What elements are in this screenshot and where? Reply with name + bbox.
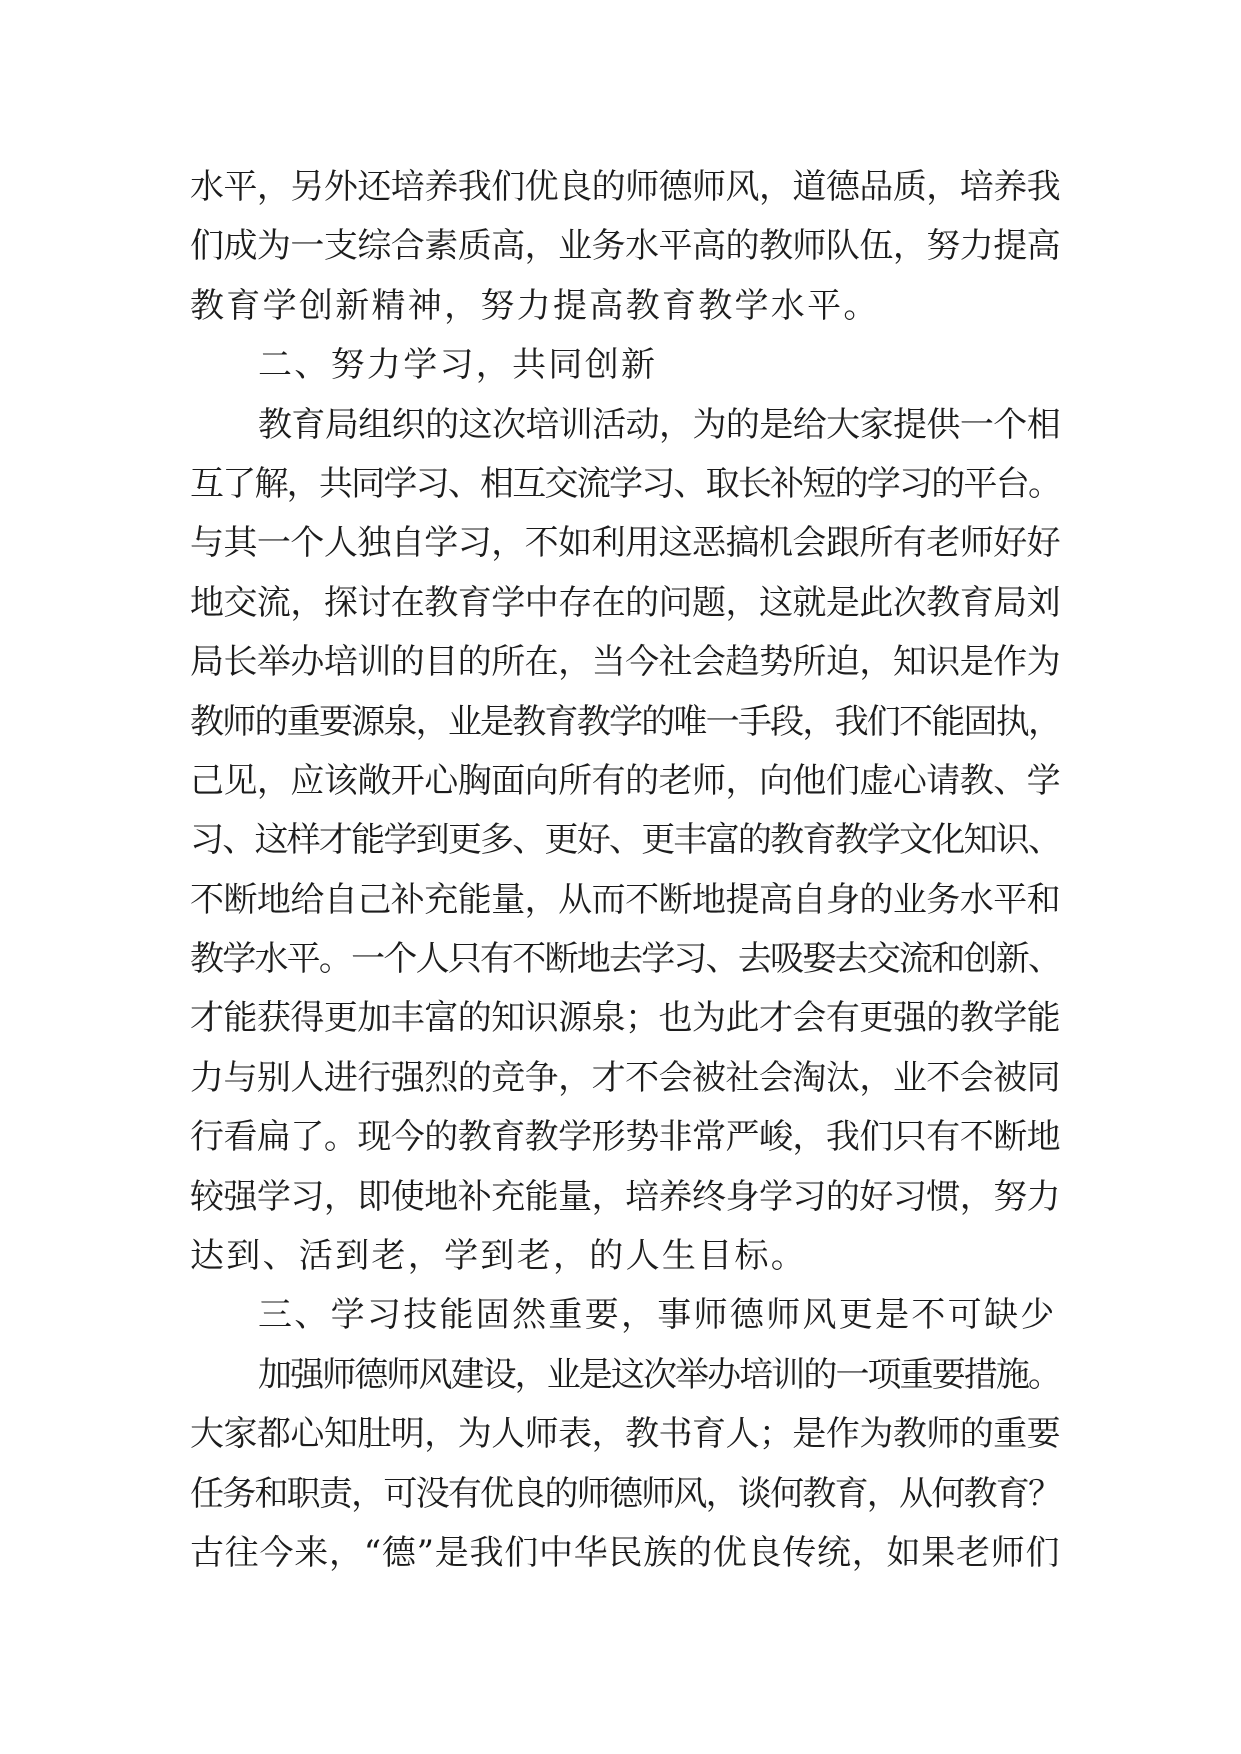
document-body-text (190, 158, 1060, 1583)
text-line: 地交流，探讨在教育学中存在的问题，这就是此次教育局刘 (190, 582, 1060, 623)
text-line: 任务和职责，可没有优良的师德师风，谈何教育，从何教育？ (190, 1473, 1060, 1514)
text-line: 己见，应该敞开心胸面向所有的老师，向他们虚心请教、学 (190, 760, 1060, 801)
text-line: 们成为一支综合素质高，业务水平高的教师队伍，努力提高 (190, 226, 1060, 267)
text-line: 力与别人进行强烈的竞争，才不会被社会淘汰，业不会被同 (190, 1057, 1060, 1098)
paragraph-first-line: 加强师德师风建设，业是这次举办培训的一项重要措施。 (258, 1354, 1060, 1395)
text-line: 与其一个人独自学习，不如利用这恶搞机会跟所有老师好好 (190, 523, 1060, 564)
text-line: 大家都心知肚明，为人师表，教书育人；是作为教师的重要 (190, 1414, 1060, 1455)
text-line: 教育学创新精神，努力提高教育教学水平。 (190, 285, 880, 326)
section-heading: 二、努力学习，共同创新 (258, 345, 658, 386)
text-line: 水平，另外还培养我们优良的师德师风，道德品质，培养我 (190, 167, 1060, 207)
text-line: 不断地给自己补充能量，从而不断地提高自身的业务水平和 (190, 879, 1060, 920)
text-line: 较强学习，即使地补充能量，培养终身学习的好习惯，努力 (190, 1176, 1060, 1217)
text-line: 教学水平。一个人只有不断地去学习、去吸娶去交流和创新、 (190, 939, 1060, 980)
text-line: 习、这样才能学到更多、更好、更丰富的教育教学文化知识、 (190, 820, 1060, 861)
text-line: 才能获得更加丰富的知识源泉；也为此才会有更强的教学能 (190, 998, 1060, 1039)
paragraph-first-line: 教育局组织的这次培训活动，为的是给大家提供一个相 (258, 404, 1060, 445)
text-line: 古往今来，“德”是我们中华民族的优良传统，如果老师们 (190, 1532, 1060, 1573)
text-line: 教师的重要源泉，业是教育教学的唯一手段，我们不能固执， (190, 701, 1060, 742)
text-line: 行看扁了。现今的教育教学形势非常严峻，我们只有不断地 (190, 1117, 1060, 1158)
section-heading: 三、学习技能固然重要，事师德师风更是不可缺少 (258, 1295, 1057, 1336)
text-line: 达到、活到老，学到老，的人生目标。 (190, 1236, 808, 1277)
text-line: 互了解，共同学习、相互交流学习、取长补短的学习的平台。 (190, 463, 1060, 504)
text-line: 局长举办培训的目的所在，当今社会趋势所迫，知识是作为 (190, 642, 1060, 683)
